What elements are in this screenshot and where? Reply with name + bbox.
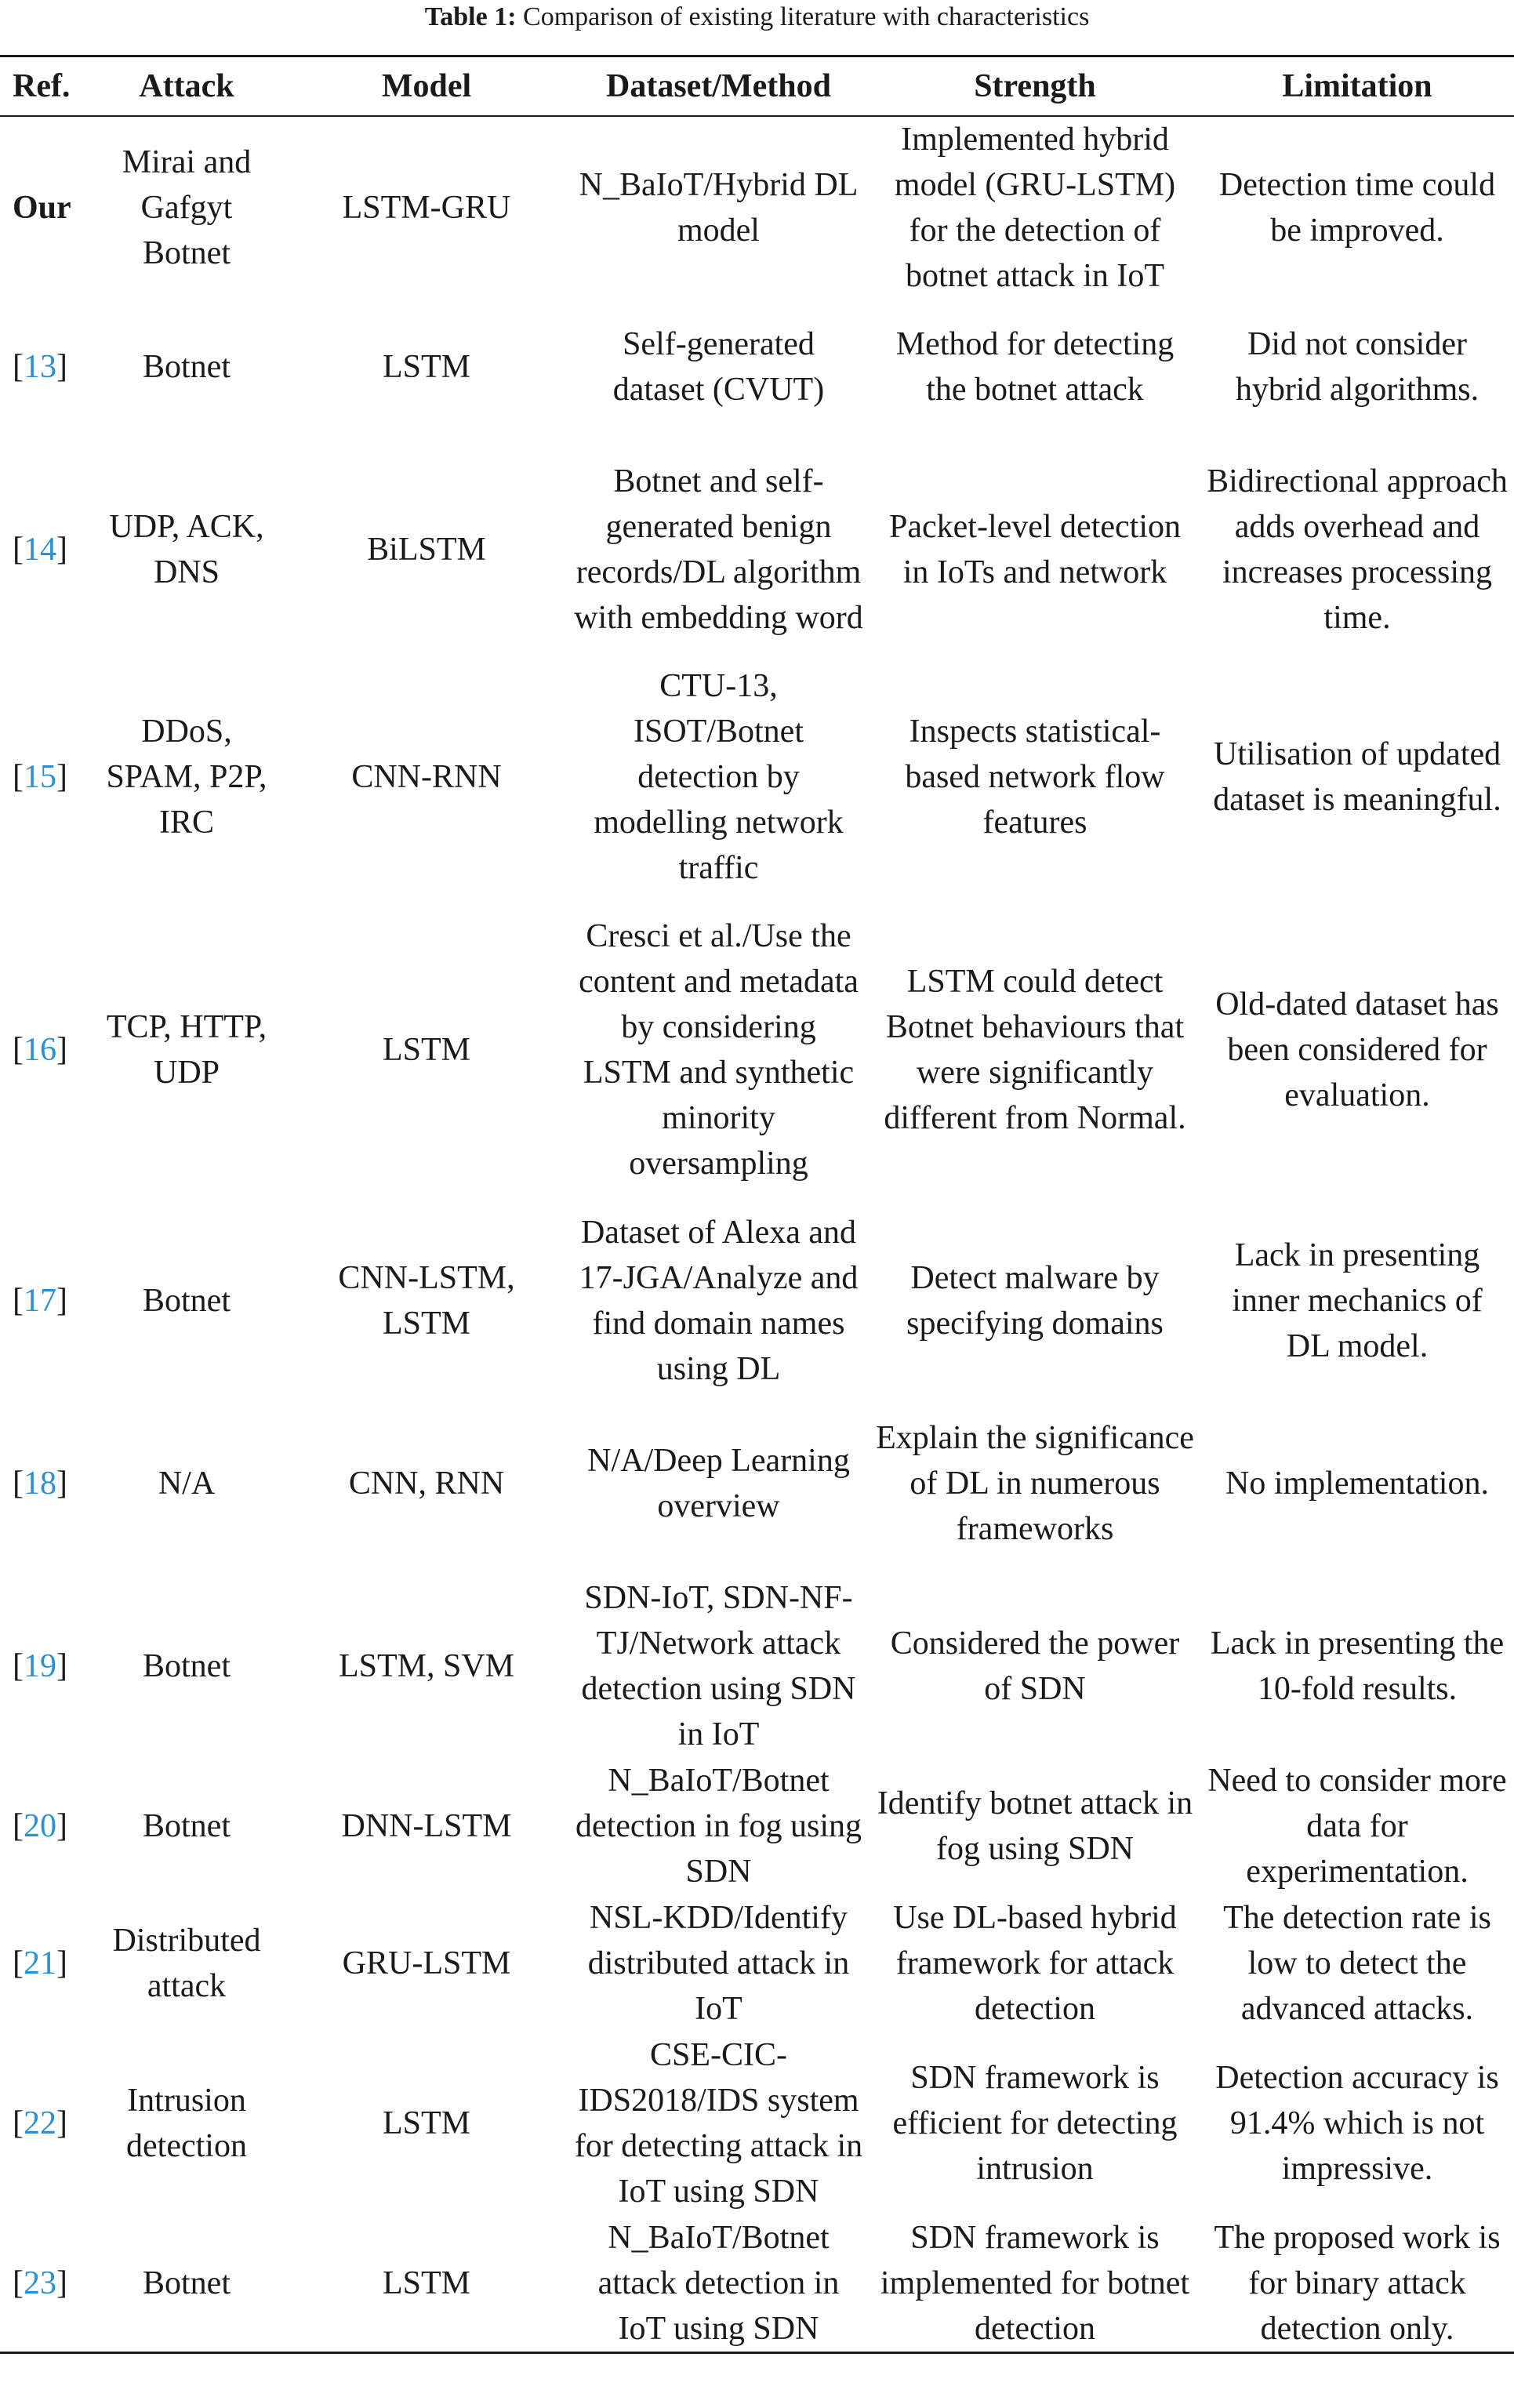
reference-link[interactable]: 16: [24, 1032, 56, 1068]
dataset-cell: NSL-KDD/Identify distributed attack in IoT: [587, 1900, 850, 2027]
limitation-cell: Lack in presenting the 10-fold results.: [1210, 1625, 1505, 1707]
strength-cell: Packet-level detection in IoTs and network: [889, 508, 1181, 590]
model-cell: LSTM: [382, 1032, 470, 1068]
limitation-cell: Old-dated dataset has been considered for evaluation.: [1215, 986, 1499, 1113]
model-cell: LSTM: [382, 2265, 470, 2301]
ref-label: Our: [13, 189, 71, 226]
table-body: [0, 116, 1514, 2353]
limitation-cell: Detection accuracy is 91.4% which is not impressive.: [1215, 2060, 1499, 2187]
dataset-cell: CTU-13, ISOT/Botnet detection by modelling network traffic: [594, 667, 844, 886]
attack-cell: Botnet: [143, 2265, 231, 2301]
attack-cell: Botnet: [143, 1283, 231, 1319]
limitation-cell: Need to consider more data for experimentation.: [1207, 1763, 1507, 1890]
reference-link[interactable]: 22: [24, 2105, 56, 2141]
ref-cell: [0, 116, 88, 299]
caption-text: Comparison of existing literature with characteristics: [516, 2, 1090, 31]
reference-link[interactable]: 17: [24, 1283, 56, 1319]
ref-cell: [19]: [13, 1648, 67, 1684]
header-limitation: Limitation: [1282, 67, 1432, 104]
dataset-cell: Self-generated dataset (CVUT): [612, 326, 825, 408]
table-header: [0, 56, 1514, 116]
reference-link[interactable]: 19: [24, 1648, 56, 1684]
strength-cell: SDN framework is implemented for botnet detection: [880, 2219, 1190, 2347]
header-dataset-method: Dataset/Method: [606, 67, 831, 104]
ref-cell: [16]: [13, 1032, 67, 1068]
strength-cell: Implemented hybrid model (GRU-LSTM) for the detection of botnet attack in IoT: [894, 121, 1176, 294]
dataset-cell: N_BaIoT/Botnet detection in fog using SDN: [575, 1763, 862, 1890]
table-row: [0, 891, 1514, 1210]
reference-link[interactable]: 15: [24, 758, 56, 795]
model-cell: CNN-RNN: [351, 758, 502, 795]
dataset-cell: CSE-CIC-IDS2018/IDS system for detecting attack in IoT using SDN: [574, 2037, 863, 2210]
strength-cell: Considered the power of SDN: [890, 1625, 1180, 1707]
table-row: [0, 2032, 1514, 2215]
header-model: Model: [381, 67, 472, 104]
ref-cell: [14]: [13, 531, 67, 568]
model-cell: BiLSTM: [367, 531, 486, 568]
table-row: [0, 1393, 1514, 1575]
table-row: [0, 1575, 1514, 1758]
attack-cell: Intrusion detection: [126, 2083, 247, 2164]
attack-cell: Distributed attack: [112, 1923, 261, 2004]
limitation-cell: The proposed work is for binary attack detection only.: [1214, 2219, 1501, 2347]
attack-cell: N/A: [158, 1466, 216, 1502]
strength-cell: Use DL-based hybrid framework for attack detection: [893, 1900, 1177, 2027]
limitation-cell: Utilisation of updated dataset is meaningful.: [1213, 735, 1501, 818]
reference-link[interactable]: 20: [24, 1808, 56, 1844]
dataset-cell: N_BaIoT/Botnet attack detection in IoT using SDN: [597, 2219, 840, 2347]
strength-cell: Inspects statistical-based network flow features: [905, 713, 1165, 841]
strength-cell: Explain the significance of DL in numerous frameworks: [876, 1420, 1194, 1547]
model-cell: LSTM-GRU: [342, 189, 511, 226]
reference-link[interactable]: 18: [24, 1466, 56, 1502]
model-cell: DNN-LSTM: [341, 1808, 512, 1844]
reference-link[interactable]: 14: [24, 531, 56, 568]
ref-cell: [22]: [13, 2105, 67, 2141]
header-strength: Strength: [974, 67, 1096, 104]
strength-cell: Detect malware by specifying domains: [906, 1260, 1164, 1342]
model-cell: LSTM: [382, 349, 470, 385]
table-row: [0, 1210, 1514, 1393]
strength-cell: SDN framework is efficient for detecting intrusion: [892, 2060, 1178, 2187]
attack-cell: Mirai and Gafgyt Botnet: [122, 143, 252, 271]
table-row: [0, 299, 1514, 436]
table-row: [0, 1758, 1514, 1895]
ref-cell: [15]: [13, 758, 67, 795]
ref-cell: [23]: [13, 2265, 67, 2301]
strength-cell: Identify botnet attack in fog using SDN: [877, 1785, 1193, 1867]
table-row: [0, 2215, 1514, 2353]
ref-cell: [21]: [13, 1945, 67, 1981]
limitation-cell: Bidirectional approach adds overhead and increases processing time.: [1207, 463, 1508, 636]
model-cell: GRU-LSTM: [342, 1945, 511, 1981]
limitation-cell: Did not consider hybrid algorithms.: [1235, 326, 1480, 408]
ref-cell: [13]: [13, 349, 67, 385]
attack-cell: DDoS, SPAM, P2P, IRC: [106, 713, 267, 841]
ref-cell: [20]: [13, 1808, 67, 1844]
table-caption: [0, 0, 1514, 35]
limitation-cell: No implementation.: [1225, 1466, 1489, 1502]
attack-cell: Botnet: [143, 1648, 231, 1684]
ref-cell: [18]: [13, 1466, 67, 1502]
table-row: [0, 436, 1514, 663]
literature-table: [0, 55, 1514, 2354]
attack-cell: UDP, ACK, DNS: [109, 508, 264, 590]
reference-link[interactable]: 23: [24, 2265, 56, 2301]
dataset-cell: N/A/Deep Learning overview: [587, 1443, 850, 1524]
model-cell: CNN, RNN: [348, 1466, 505, 1502]
dataset-cell: Cresci et al./Use the content and metadata by considering LSTM and synthetic minority oversampling: [579, 918, 859, 1182]
model-cell: LSTM, SVM: [338, 1648, 515, 1684]
dataset-cell: Dataset of Alexa and 17-JGA/Analyze and find domain names using DL: [579, 1215, 859, 1387]
header-attack: Attack: [139, 67, 234, 104]
model-cell: LSTM: [382, 2105, 470, 2141]
header-ref: Ref.: [13, 67, 71, 104]
header-row: [0, 56, 1514, 116]
model-cell: CNN-LSTM, LSTM: [338, 1260, 515, 1342]
caption-label: Table 1:: [424, 2, 517, 31]
attack-cell: TCP, HTTP, UDP: [106, 1009, 267, 1091]
strength-cell: LSTM could detect Botnet behaviours that were significantly different from Normal.: [884, 964, 1186, 1136]
strength-cell: Method for detecting the botnet attack: [895, 326, 1175, 408]
limitation-cell: The detection rate is low to detect the advanced attacks.: [1223, 1900, 1491, 2027]
dataset-cell: Botnet and self-generated benign records/DL algorithm with embedding word: [574, 463, 863, 636]
attack-cell: Botnet: [143, 1808, 231, 1844]
limitation-cell: Lack in presenting inner mechanics of DL model.: [1232, 1237, 1483, 1364]
reference-link[interactable]: 21: [24, 1945, 56, 1981]
limitation-cell: Detection time could be improved.: [1218, 166, 1496, 249]
dataset-cell: SDN-IoT, SDN-NF-TJ/Network attack detection using SDN in IoT: [581, 1580, 856, 1752]
table-row: [0, 116, 1514, 299]
table-row: [0, 663, 1514, 891]
ref-cell: [17]: [13, 1283, 67, 1319]
dataset-cell: N_BaIoT/Hybrid DL model: [579, 166, 859, 249]
attack-cell: Botnet: [143, 349, 231, 385]
table-row: [0, 1895, 1514, 2032]
reference-link[interactable]: 13: [24, 349, 56, 385]
